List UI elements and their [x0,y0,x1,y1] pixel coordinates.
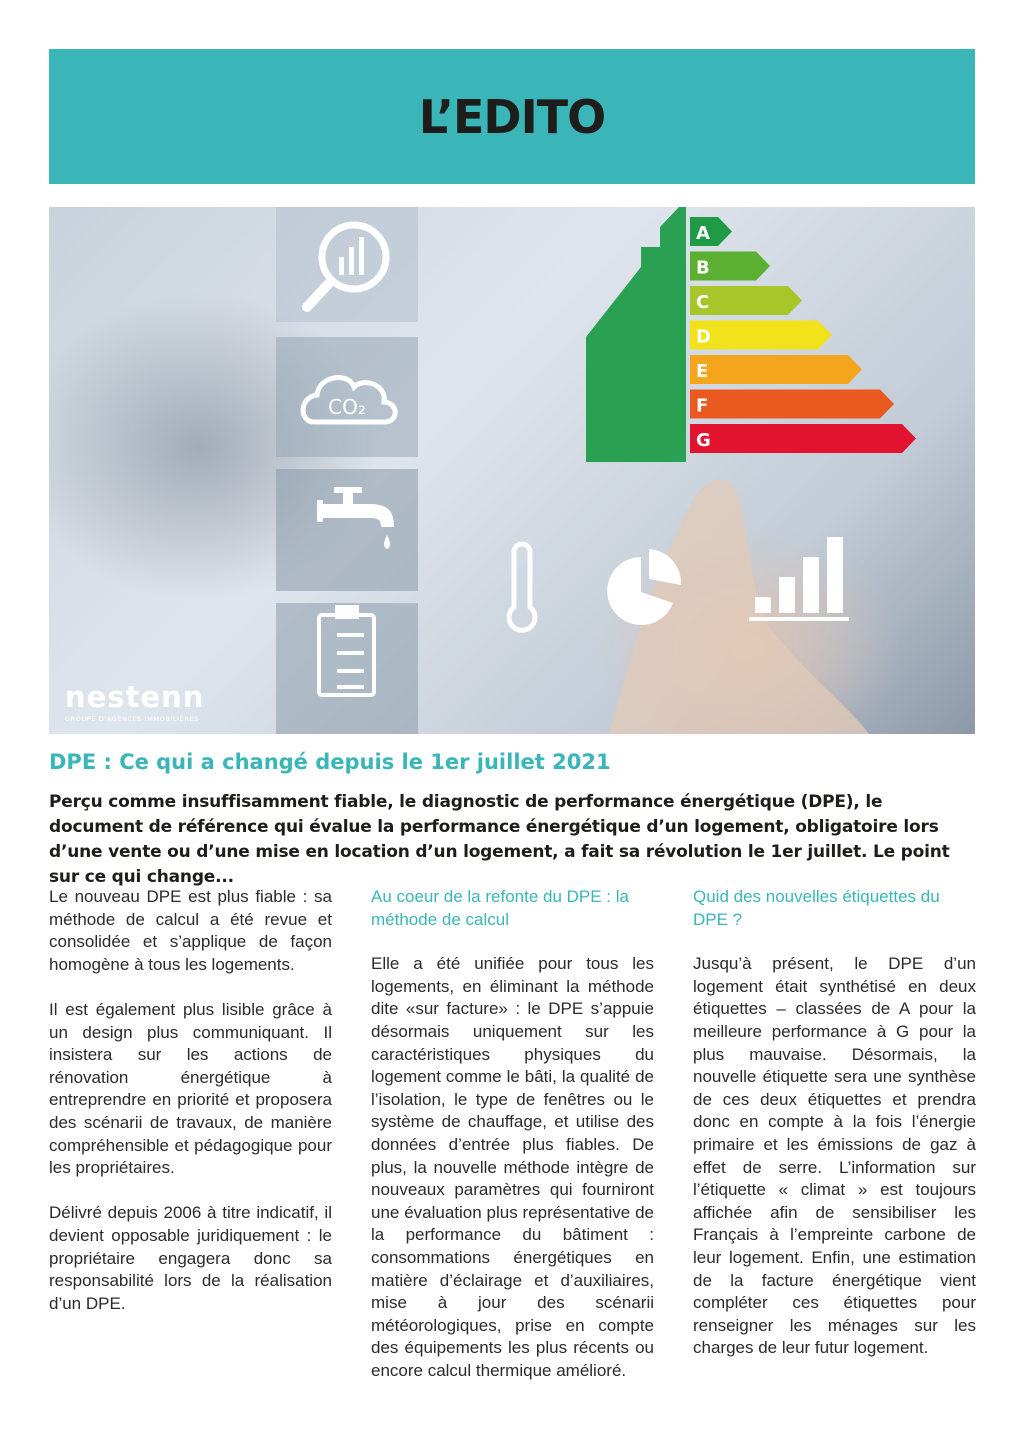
article-lead: Perçu comme insuffisamment fiable, le diagnostic de performance énergétique (DPE), le document de référence qui évalue la performance énergétique d’un logement, obligatoire lors d’une vente ou d’une mise en location d’un logement, a fait sa révolution le 1er juillet. Le point sur ce qui change... [49,792,950,887]
co2-label: CO₂ [328,395,366,419]
paragraph: Jusqu’à présent, le DPE d’un logement était synthétisé en deux étiquettes – classées de A pour la meilleure performance à G pour la plus mauvaise. Désormais, la nouvelle étiquette sera une synthèse de ces deux étiquettes et prendra donc en compte à la fois l’énergie primaire et les émissions de gaz à effet de serre. L’information sur l’étiquette « climat » est toujours affichée afin de sensibiliser les Français à l’empreinte carbone de leur logement. Enfin, une estimation de la facture énergétique vient compléter ces étiquettes pour renseigner les ménages sur les charges de leur futur logement. [693,954,976,1358]
energy-class-e-label: E [696,361,709,382]
energy-class-d-label: D [696,326,711,348]
paragraph: Il est également plus lisible grâce à un design plus communiquant. Il insistera sur les actions de rénovation énergétique à entreprendre en priorité et proposera des scénarii de travaux, de manière compréhensible et pédagogique pour les propriétaires. [49,999,332,1178]
energy-class-a-label: A [696,223,710,244]
column-heading: Au coeur de la refonte du DPE : la méthode de calcul [371,887,629,929]
energy-class-g-label: G [696,430,711,451]
column-heading: Quid des nouvelles étiquettes du DPE ? [693,887,940,929]
bar-chart-icon [749,537,849,621]
energy-rating-scale [690,217,916,453]
column-3 [693,886,976,1382]
article-subtitle: DPE : Ce qui a changé depuis le 1er juillet 2021 [49,750,611,774]
hero-image [49,207,975,734]
column-1 [49,886,332,1338]
thermometer-icon [509,544,535,630]
energy-illustration [49,207,975,734]
energy-class-c-label: C [696,292,710,313]
energy-class-d-bar [690,321,832,350]
paragraph: Le nouveau DPE est plus fiable : sa méthode de calcul a été revue et consolidée et s’applique de façon homogène à tous les logements. [49,887,332,974]
header-banner [49,49,975,184]
energy-class-b-label: B [696,257,710,279]
paragraph: Délivré depuis 2006 à titre indicatif, il devient opposable juridiquement : le propriétaire engagera donc sa responsabilité lors de la réalisation d’un DPE. [49,1203,332,1313]
brand-name: nestenn [65,680,205,714]
brand-logo [65,680,204,723]
energy-class-f-bar [690,390,894,419]
column-2 [371,886,654,1405]
energy-class-e-bar [690,355,862,384]
energy-class-g-bar [690,424,916,453]
house-icon [586,207,686,462]
energy-class-f-label: F [696,395,709,417]
page-title: L’EDITO [418,89,606,144]
paragraph: Elle a été unifiée pour tous les logements, en éliminant la méthode dite «sur facture» : le DPE s’appuie désormais uniquement sur les caractéristiques physiques du logement comme le bâti, la qualité de l’isolation, le type de fenêtres ou le système de chauffage, et utilise des données d’entrée plus fiables. De plus, la nouvelle méthode intègre de nouveaux paramètres qui fourniront une évaluation plus représentative de la performance du bâtiment : consommations énergétiques en matière d’éclairage et d’auxiliaires, mise à jour des scénarii météorologiques, prise en compte des équipements les plus récents ou encore calcul thermique amélioré. [371,954,654,1380]
brand-tagline: GROUPE D'AGENCES IMMOBILIÈRES [65,715,199,723]
